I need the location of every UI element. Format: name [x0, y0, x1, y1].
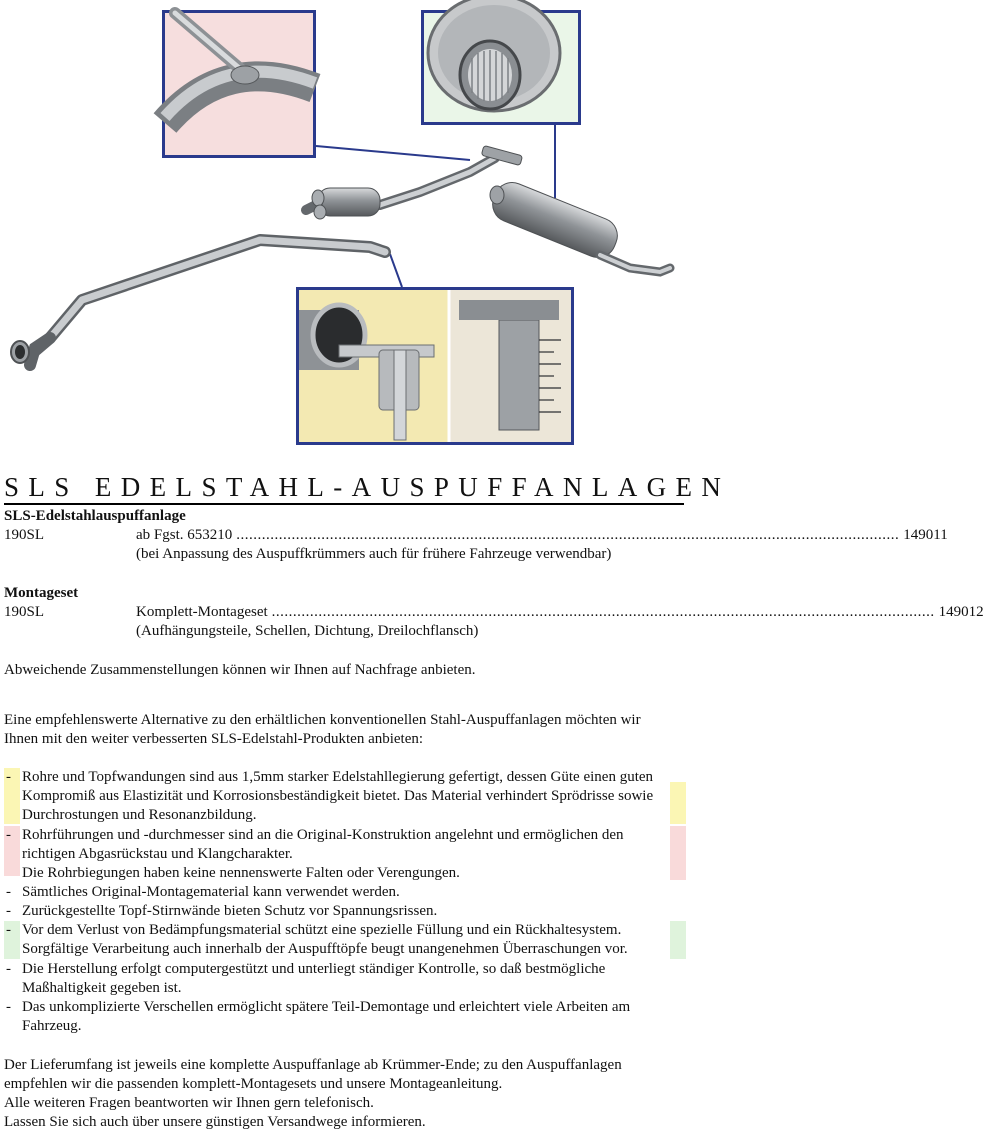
closing-line: Alle weiteren Fragen beantworten wir Ihnen gern telefonisch.: [4, 1095, 374, 1111]
bullet-dash: -: [6, 961, 11, 977]
closing-line: Lassen Sie sich auch über unsere günstigen Versandwege informieren.: [4, 1114, 426, 1130]
dot-leader: ............................................................................................................................................................: [236, 527, 900, 543]
caliper-measurement-photo: [296, 287, 574, 445]
product-illustration: [0, 0, 700, 460]
dot-leader: ............................................................................................................................................................: [271, 604, 935, 620]
section-title-montageset: Montageset: [4, 585, 79, 601]
callout-line: [390, 254, 402, 287]
part-number: 149011: [903, 527, 948, 543]
list-item-line: Sämtliches Original-Montagematerial kann verwendet werden.: [22, 884, 400, 900]
list-item-line: richtigen Abgasrückstau und Klangcharakter.: [22, 846, 293, 862]
page-heading: SLS EDELSTAHL-AUSPUFFANLAGEN: [4, 472, 684, 505]
bracket-detail-photo: [162, 10, 316, 158]
part-number: 149012: [938, 604, 984, 620]
list-item-line: Vor dem Verlust von Bedämpfungsmaterial schützt eine spezielle Füllung und ein Rückhaltesystem.: [22, 922, 622, 938]
item-note: (Aufhängungsteile, Schellen, Dichtung, Dreilochflansch): [136, 623, 479, 639]
list-item-line: Durchrostungen und Resonanzbildung.: [22, 807, 257, 823]
bullet-dash: -: [6, 922, 11, 938]
list-item-line: Sorgfältige Verarbeitung auch innerhalb der Auspufftöpfe beugt unangenehmen Überraschungen vor.: [22, 941, 628, 957]
rear-muffler: [487, 177, 670, 272]
price-row-exhaust: [136, 526, 948, 545]
section-title-exhaust: SLS-Edelstahlauspuffanlage: [4, 508, 186, 524]
item-label: Komplett-Montageset: [136, 604, 268, 620]
bullet-dash: -: [6, 903, 11, 919]
item-note: (bei Anpassung des Auspuffkrümmers auch für frühere Fahrzeuge verwendbar): [136, 546, 612, 562]
list-item-line: Fahrzeug.: [22, 1018, 82, 1034]
price-row-montageset: [136, 603, 984, 622]
intro-line: Ihnen mit den weiter verbesserten SLS-Edelstahl-Produkten anbieten:: [4, 731, 424, 747]
list-item-line: Die Rohrbiegungen haben keine nennenswerte Falten oder Verengungen.: [22, 865, 460, 881]
list-item-line: Rohrführungen und -durchmesser sind an die Original-Konstruktion angelehnt und ermöglichen den: [22, 827, 624, 843]
bullet-dash: -: [6, 884, 11, 900]
closing-line: empfehlen wir die passenden komplett-Montagesets und unsere Montageanleitung.: [4, 1076, 503, 1092]
list-item-line: Kompromiß aus Elastizität und Korrosionsbeständigkeit bietet. Das Material verhindert Sprödrisse sowie: [22, 788, 654, 804]
middle-muffler: [306, 146, 523, 219]
custom-configurations-text: Abweichende Zusammenstellungen können wir Ihnen auf Nachfrage anbieten.: [4, 662, 476, 678]
item-label: ab Fgst. 653210: [136, 527, 233, 543]
list-item-line: Zurückgestellte Topf-Stirnwände bieten Schutz vor Spannungsrissen.: [22, 903, 438, 919]
closing-line: Der Lieferumfang ist jeweils eine komplette Auspuffanlage ab Krümmer-Ende; zu den Auspuffanlagen: [4, 1057, 622, 1073]
model-label: 190SL: [4, 604, 45, 620]
callout-line: [316, 146, 470, 160]
bullet-dash: -: [6, 999, 11, 1015]
muffler-end-detail-photo: [421, 10, 581, 125]
list-item-line: Das unkomplizierte Verschellen ermöglicht spätere Teil-Demontage und erleichtert viele Arbeiten am: [22, 999, 631, 1015]
model-label: 190SL: [4, 527, 45, 543]
list-item-line: Maßhaltigkeit gegeben ist.: [22, 980, 182, 996]
intro-line: Eine empfehlenswerte Alternative zu den erhältlichen konventionellen Stahl-Auspuffanlagen möchten wir: [4, 712, 641, 728]
caliper-measurement-image: [299, 290, 571, 442]
bullet-dash: -: [6, 769, 11, 785]
list-item-line: Die Herstellung erfolgt computergestützt und unterliegt ständiger Kontrolle, so daß bestmögliche: [22, 961, 606, 977]
muffler-end-image: [424, 13, 578, 122]
bullet-dash: -: [6, 827, 11, 843]
list-item-line: Rohre und Topfwandungen sind aus 1,5mm starker Edelstahllegierung gefertigt, dessen Güte einen guten: [22, 769, 654, 785]
bracket-detail-image: [165, 13, 313, 155]
